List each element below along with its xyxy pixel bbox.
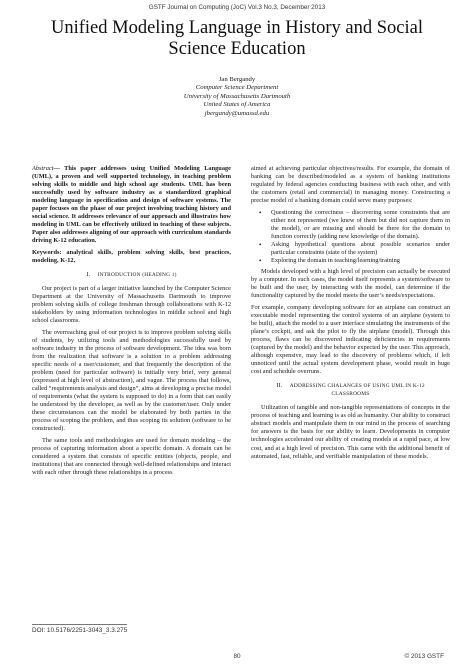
- paper-title-line-2: Science Education: [168, 39, 306, 59]
- section-1-number: I.: [86, 271, 91, 279]
- bullet-item: • Questioning the correctness – discovering some constraints that are either not represented (we knew of them but did not capture them in the model), or are missing and should be there for the domain to function correctly (adding new knowledge of the domain).: [261, 209, 450, 241]
- copyright-notice: © 2013 GSTF: [404, 653, 444, 660]
- bullet-item: • Asking hypothetical questions about possible scenarios under particular constraints (state of the system): [261, 241, 450, 257]
- right-paragraph-3: For example, company developing software for an airplane can construct an executable model representing the control systems of an airplane (system to be built), attach the model to a user interface simulating the instruments of the plane’s cockpit, and ask the pilot to fly the airplane (model). Through this process, flaws can be discovered indicating deficiencies in requirements (captured by the model) and the behavior expected by the user. This approach, although expensive, may lead to the discovery of problems which, if left unnoticed until the actual system development phase, would result in huge cost and schedule overruns.: [251, 303, 450, 376]
- journal-header: GSTF Journal on Computing (JoC) Vol.3 No.3, December 2013: [148, 4, 326, 11]
- right-paragraph-2: Models developed with a high level of precision can actually be executed by a computer. In such cases, the model itself represents a system/software to be built and the user, by interacting with the model, can determine if the functionality captured by the model meets the user’s needs/expectations.: [251, 268, 450, 300]
- abstract-paragraph: [32, 165, 231, 245]
- left-column: [32, 165, 231, 481]
- paper-title: [40, 18, 434, 60]
- section-2-title-line-1: ADDRESSING CHALANGES OF USING UML IN K-12: [289, 383, 425, 390]
- bullet-item: • Exploring the domain in teaching/learning/training: [261, 257, 450, 265]
- doi-line: DOI: 10.5176/2251-3043_3.3.275: [32, 627, 128, 634]
- author-university: University of Massachusetts Dartmouth: [183, 92, 291, 100]
- author-department: Computer Science Department: [195, 84, 279, 92]
- right-column: [251, 165, 450, 464]
- section-heading-1: [32, 271, 231, 279]
- author-country: United States of America: [203, 101, 271, 109]
- section-2-title-line-2: CLASSROOMS: [331, 391, 370, 398]
- keywords: Keywords: analytical skills, problem solving skills, best practices, modeling, K-12,: [32, 248, 231, 265]
- purpose-bullet-list: [251, 209, 450, 265]
- page-number: 80: [233, 653, 241, 660]
- author-email: jbergandy@umassd.edu: [204, 109, 270, 117]
- author-block: [0, 76, 474, 118]
- section-2-number: II.: [276, 382, 283, 390]
- intro-paragraph-3: The same tools and methodologies are used for domain modeling – the process of capturing information about a specific domain. A domain can be considered a system that consists of specific entities (objects, people, and institutions) that are connected through well-defined relationships and interact with each other through these relationships in a process: [32, 436, 231, 477]
- section-2-paragraph-1: Utilization of tangible and non-tangible representations of concepts in the process of teaching and learning is as old as humanity. Our ability to construct abstract models and manipulate them in our mind in the process of searching for answers is the basis for our ability to learn. Developments in computer technologies accelerated our ability of creating models at a rapid pace, at low cost, and at a high level of precision. This came with the additional benefit of automated, fast, reliable, and verifiable manipulation of these models.: [251, 404, 450, 460]
- abstract-body: — This paper addresses using Unified Modeling Language (UML), a proven and well supported technology, in teaching problem solving skills to middle and high school age students. UML has been successfully used by software industry as a standardized graphical modeling language in specification and design of software systems. The paper focuses on the phase of our project involving teaching history and social science. It addresses relevance of our approach and illustrates how modeling in UML can be effectively utilized in teaching of these subjects. Paper also addresses aligning of our approach with curriculum standards driving K-12 education.: [32, 165, 231, 245]
- intro-paragraph-2: The overreaching goal of our project is to improve problem solving skills of students, by utilizing tools and methodologies successfully used by software industry in the process of software development. The idea was born from the realization that software is a solution to a problem addressing specific needs of a user/customer, and that frequently the description of the problem (need for particular software) is initially very brief, very general (expressed at high level of abstraction), and vague. The process that follows, called “requirements analysis and design”, aims at developing a precise model of requirements (what the system is supposed to do) in a form that can easily be understood by the developer, as well as by the customer/user. Only under these circumstances can the model be elaborated by both parties in the process of scoping the problem, and thus scoping its solution (software to be constructed).: [32, 328, 231, 433]
- footnote-rule: [32, 624, 127, 625]
- paper-title-line-1: Unified Modeling Language in History and Social: [51, 18, 423, 38]
- section-1-title: INTRODUCTION (HEADING 1): [97, 272, 177, 279]
- abstract-lead: Abstract: [32, 165, 54, 172]
- right-paragraph-1: aimed at achieving particular objectives/results. For example, the domain of banking can be described/modeled as a system of banking institutions regulated by federal agencies conducting business with each other, and with the customers (retail and commercial) in managing money. Constructing a precise model of a banking domain could serve many purposes:: [251, 165, 450, 205]
- author-name: Jan Bergandy: [218, 76, 256, 83]
- section-heading-2: [251, 382, 450, 398]
- intro-paragraph-1: Our project is part of a larger initiative launched by the Computer Science Department at the University of Massachusetts Dartmouth to improve problem solving skills of college freshman through collaborations with K-12 stakeholders by using information technologies in middle school and high school classrooms.: [32, 285, 231, 325]
